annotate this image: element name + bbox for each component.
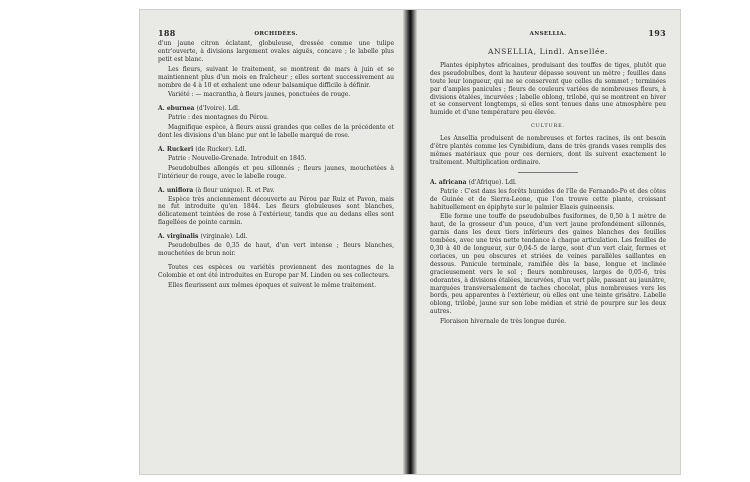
- right-page-number: 193: [648, 30, 666, 38]
- species-author: (virginale). Ldl.: [200, 233, 248, 241]
- species-entry: [430, 179, 666, 326]
- right-running-title: ANSELLIA.: [529, 31, 567, 37]
- species-entry: [158, 233, 394, 258]
- species-heading: [158, 233, 394, 241]
- genus-title: ANSELLIA, Lindl. Ansellée.: [487, 47, 609, 56]
- species-paragraph: Patrie : Nouvelle-Grenade. Introduit en 1845.: [168, 154, 307, 162]
- species-heading: [158, 187, 394, 195]
- species-paragraph: Magnifique espèce, à fleurs aussi grandes que celles de la précédente et dont les divisions d'un blanc pur ont le labelle marqué de rose.: [158, 124, 394, 140]
- body-paragraph: Variété : — macrantha, à fleurs jaunes, ponctuées de rouge.: [168, 91, 351, 99]
- species-name: A. africana: [430, 178, 467, 186]
- species-author: (à fleur unique). R. et Pav.: [195, 186, 275, 194]
- species-name: A. uniflora: [158, 186, 194, 194]
- species-paragraph: Patrie : C'est dans les forêts humides de l'île de Fernando-Po et des côtes de Guinée et de Sierra-Leone, que l'on trouve cette plante, croissant habituellement en épiphyte sur le palmier Elaeis guineensis.: [430, 187, 666, 211]
- book-spread: [140, 10, 680, 474]
- right-page: [430, 30, 666, 460]
- left-running-title: ORCHIDÉES.: [254, 31, 298, 37]
- species-heading: [158, 105, 394, 113]
- species-entry: [158, 187, 394, 228]
- species-paragraph: Elle forme une touffe de pseudobulbes fusiformes, de 0,50 à 1 mètre de haut, de la grosseur d'un pouce, d'un vert jaune profondément sillonnés, garnis dans les deux tiers inférieurs des gaines blanches des feuilles tombées, avec une très nette tendance à chaque articulation. Les feuilles de 0,30 à 40 de longueur, sur 0,04-5 de large, sont d'un vert clair, fermes et coriaces, un peu obscures et striées de veines parallèles saillantes en dessous. Panicule terminale, ramifiée dès la base, longue et inclinée gracieusement vers le sol ; fleurs nombreuses, larges de 0,05-6, très odorantes, à divisions étalées, incurvées, d'un vert pâle, passant au jaunâtre, marquées transversalement de taches chocolat, plus nombreuses vers les bords, peu apparentes à l'extérieur, où elles ont une teinte grisâtre. Labelle oblong, trilobé, jaune sur son lobe médian et strié de pourpre sur les deux autres.: [430, 213, 666, 316]
- right-running-head: [430, 30, 666, 40]
- species-name: A. eburnea: [158, 105, 195, 113]
- genus-intro: Plantes épiphytes africaines, produisant des touffes de tiges, plutôt que des pseudobulbes, dont la hauteur dépasse souvent un mètre ; feuilles dans toute leur longueur, qui ne se conservent que celles du sommet ; terminées par d'amples panicules ; fleurs de couleurs variées de nombreuses fleurs, à divisions étalées, incurvées ; labelle oblong, trilobé, qui se montrent en hiver et se conservent longtemps, si elles sont tenues dans une atmosphère peu humide et d'une température peu élevée.: [430, 61, 666, 117]
- body-paragraph: Toutes ces espèces ou variétés proviennent des montagnes de la Colombie et ont été introduites en Europe par M. Linden ou ses collecteurs.: [158, 263, 394, 279]
- left-running-head: [158, 30, 394, 40]
- culture-paragraph: Les Ansellia produisent de nombreuses et fortes racines, ils ont besoin d'être plantés comme les Cymbidium, dans de très grands vases remplis des mêmes matériaux que pour ces derniers, dont ils suivent exactement le traitement. Multiplication ordinaire.: [430, 135, 666, 166]
- species-paragraph: Pseudobulbes de 0,35 de haut, d'un vert intense ; fleurs blanches, mouchetées de brun noir.: [158, 242, 394, 257]
- left-page-number: 188: [158, 30, 176, 38]
- species-entry: [158, 105, 394, 140]
- left-page: [158, 30, 394, 460]
- section-divider: [518, 172, 578, 173]
- species-paragraph: Pseudobulbes allongés et peu sillonnés ; fleurs jaunes, mouchetées à l'intérieur de rouge, avec le labelle rouge.: [158, 164, 394, 180]
- species-heading: [158, 146, 394, 154]
- species-paragraph: Floraison hivernale de très longue durée.: [440, 318, 567, 326]
- species-entry: [158, 146, 394, 181]
- body-paragraph: d'un jaune citron éclatant, globuleuse, dressée comme une tulipe entr'ouverte, à divisions largement ovales aiguës, concave ; le labelle plus petit est blanc.: [158, 40, 394, 63]
- species-name: A. virginalis: [158, 233, 199, 241]
- culture-heading: CULTURE.: [531, 123, 565, 130]
- species-paragraph: Espèce très anciennement découverte au Pérou par Ruiz et Pavon, mais ne fut introduite qu'en 1844. Les fleurs globuleuses sont blanches, délicatement teintées de rose à l'extérieur, tandis que au dedans elles sont flagellées de pointe carmin.: [158, 195, 394, 227]
- species-author: (d'Afrique). Ldl.: [468, 178, 517, 186]
- species-author: (d'Ivoire). Ldl.: [196, 105, 240, 113]
- species-heading: [430, 179, 666, 187]
- book-gutter: [403, 10, 417, 474]
- body-paragraph: Les fleurs, suivant le traitement, se montrent de mars à juin et se maintiennent plus d'un mois en fraîcheur ; elles sortent successivement au nombre de 4 à 10 et exhalent une odeur balsamique difficile à définir.: [158, 65, 394, 89]
- closing-notes: [158, 264, 394, 290]
- species-name: A. Ruckeri: [158, 145, 194, 153]
- species-author: (de Rucker). Ldl.: [195, 145, 247, 153]
- body-paragraph: Elles fleurissent aux mêmes époques et suivent le même traitement.: [168, 281, 377, 289]
- species-paragraph: Patrie : des montagnes du Pérou.: [168, 114, 269, 122]
